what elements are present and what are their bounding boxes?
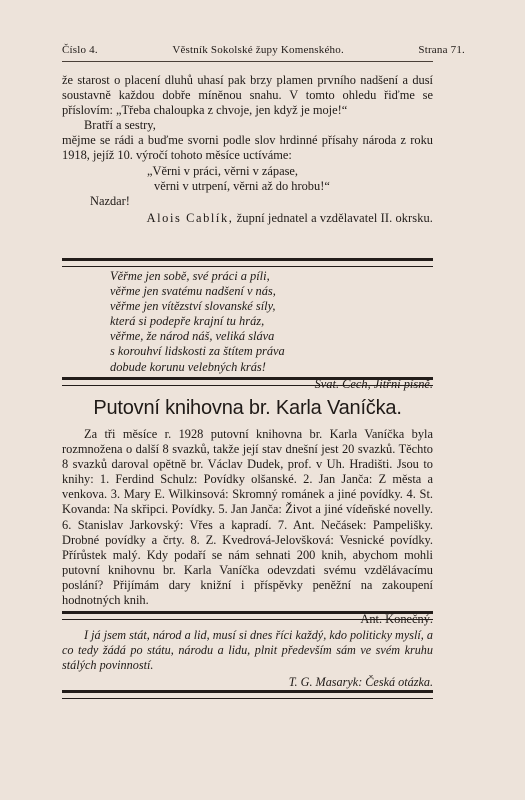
motto-section: [62, 628, 433, 690]
poem-line: Věřme jen sobě, své práci a píli,: [110, 269, 270, 283]
page-number: Strana 71.: [418, 44, 465, 56]
letter-address: Bratří a sestry,: [84, 118, 156, 133]
letter-section: [62, 73, 433, 226]
signature-role: župní jednatel a vzdělavatel II. okrsku.: [236, 210, 433, 225]
section-divider-3: [62, 611, 433, 620]
section-divider-2: [62, 377, 433, 386]
letter-signature: [62, 211, 433, 226]
poem-line: věřme, že národ náš, veliká sláva: [110, 329, 275, 344]
oath-verse-1: „Věrni v práci, věrni v zápase,: [147, 163, 299, 178]
poem-section: [110, 269, 433, 392]
library-article: [62, 427, 433, 627]
periodical-title: Věstník Sokolské župy Komenského.: [172, 44, 344, 56]
article-title: Putovní knihovna br. Karla Vaníčka.: [93, 397, 402, 419]
signature-name: Alois Cablík,: [146, 210, 234, 225]
article-body: Za tři měsíce r. 1928 putovní knihovna br. Karla Vaníčka byla rozmnožena o další 8 svazků, takže její stav dnešní jest 20 svazků. Těchto 8 svazků daroval opětně br. Václav Dudek, prof. v Uh. Hradišti. Jsou to knihy: 1. Ferdind Schulz: Povídky olšanské. 2. Jan Janča: Z města a venkova. 3. Mary E. Wilkinsová: Skromný románek a jiné povídky. 4. St. Kovanda: Na skřipci. Povídky. 5. Jan Janča: Život a jiné vídeňské novelly. 6. Stanislav Jarkovský: Vřes a kapradí. 7. Ant. Nečásek: Pampelišky. Drobné povídky a črty. 8. Z. Kvedrová-Jelovšková: Vesnické povídky. Přírůstek malý. Kdy podaří se nám sehnati 200 knih, abychom mohli putovní knihovnu br. Karla Vaníčka odevzdati svému vzdělávacímu poslání? Přijímám dary knižní i příspěvky peněžní na zakoupení hodnotných knih.: [62, 427, 433, 608]
page-header: [62, 44, 465, 56]
section-divider-1: [62, 258, 433, 267]
letter-paragraph-1: že starost o placení dluhů uhasí pak brzy plamen prvního nadšení a dusí soustavně každou dobře míněnou snahu. V tomto ohledu řiďme se příslovím: „Třeba chaloupka z chvoje, jen když je moje!“: [62, 73, 433, 118]
poem-line: která si podepře krajní tu hráz,: [110, 314, 265, 329]
poem-line: s korouhví lidskosti za štítem práva: [110, 344, 285, 359]
poem-line: dobude korunu velebných krás!: [110, 359, 266, 374]
poem-line: věřme jen svatému nadšení v nás,: [110, 284, 276, 299]
letter-paragraph-2: mějme se rádi a buďme svorni podle slov hrdinné přísahy národa z roku 1918, jejíž 10. výročí tohoto měsíce uctíváme:: [62, 133, 433, 163]
poem-line: věřme jen vítězství slovanské síly,: [110, 299, 276, 314]
poem-attribution: Svat. Čech, Jitřní písně.: [314, 376, 433, 391]
oath-verse-2: věrni v utrpení, věrni až do hrobu!“: [154, 178, 330, 193]
header-rule: [62, 61, 433, 62]
motto-attribution: T. G. Masaryk: Česká otázka.: [288, 674, 433, 689]
motto-text: I já jsem stát, národ a lid, musí si dnes říci každý, kdo politicky myslí, a co tedy žádá po státu, národu a lidu, plnit především sám ve svém kruhu stálých povinností.: [62, 628, 433, 672]
article-author: Ant. Konečný.: [360, 612, 433, 627]
section-divider-4: [62, 690, 433, 699]
issue-number: Číslo 4.: [62, 44, 98, 56]
letter-greeting: Nazdar!: [90, 193, 130, 208]
